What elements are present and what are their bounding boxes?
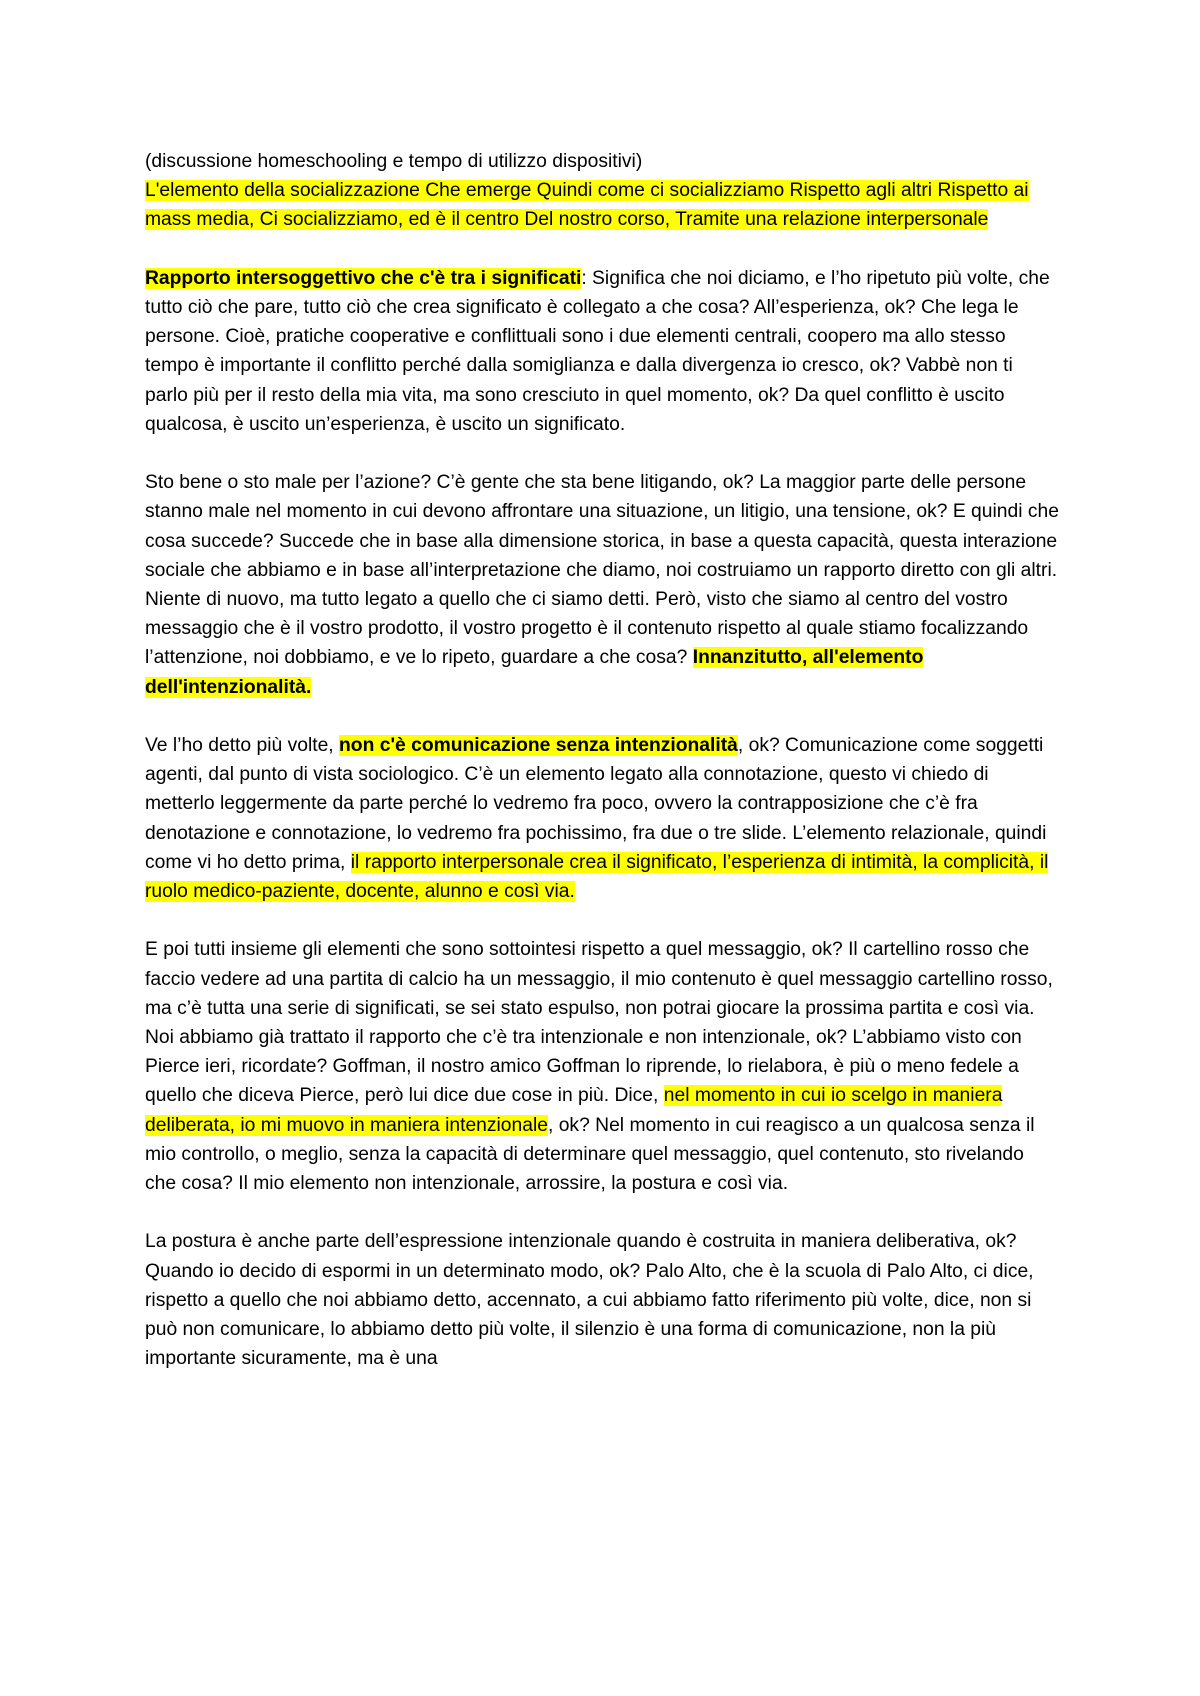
paragraph-text: Ve l’ho detto più volte, (145, 735, 334, 757)
document-heading: (discussione homeschooling e tempo di utilizzo dispositivi) (145, 151, 643, 172)
paragraph-intenzionalita (145, 731, 1060, 906)
paragraph-text: , ok? Comunicazione come soggetti agenti, dal punto di vista sociologico. C’è un elemento legato alla connotazione, questo vi chiedo di metterlo leggermente da parte perché lo vedremo fra poco, ovvero la contrapposizione che c’è fra denotazione e connotazione, lo vedremo fra pochissimo, fra due o tre slide. L’elemento relazionale, quindi come vi ho detto prima, (145, 735, 1047, 873)
paragraph-rapporto (145, 264, 1060, 439)
paragraph-text: , ok? Nel momento in cui reagisco a un qualcosa senza il mio controllo, o meglio, senza la capacità di determinare quel messaggio, quel contenuto, sto rivelando che cosa? Il mio elemento non intenzionale, arrossire, la postura e così via. (145, 1114, 1035, 1195)
highlighted-text: il rapporto interpersonale crea il significato, l’esperienza di intimità, la complicità, il ruolo medico-paziente, docente, alunno e così via. (145, 851, 1049, 903)
paragraph-spacer (145, 235, 1060, 264)
highlighted-text: L'elemento della socializzazione Che emerge Quindi come ci socializziamo Rispetto agli altri Rispetto ai mass media, Ci socializziamo, ed è il centro Del nostro corso, Tramite una relazione interpersonale (145, 180, 1029, 231)
bold-highlighted-term: Innanzitutto, all'elemento dell'intenzionalità. (145, 647, 924, 698)
paragraph-text: : Significa che noi diciamo, e l’ho ripetuto più volte, che tutto ciò che pare, tutto ciò che crea significato è collegato a che cosa? All’esperienza, ok? Che lega le persone. Cioè, pratiche cooperative e conflittuali sono i due elementi centrali, coopero ma allo stesso tempo è importante il conflitto perché dalla somiglianza e dalla divergenza io cresco, ok? Vabbè non ti parlo più per il resto della mia vita, ma sono cresciuto in quel momento, ok? Da quel conflitto è uscito qualcosa, è uscito un’esperienza, è uscito un significato. (145, 267, 1050, 435)
paragraph-text: Sto bene o sto male per l’azione? C’è gente che sta bene litigando, ok? La maggior parte delle persone stanno male nel momento in cui devono affrontare una situazione, un litigio, una tensione, ok? E quindi che cosa succede? Succede che in base alla dimensione storica, in base a questa capacità, questa interazione sociale che abbiamo e in base all’interpretazione che diamo, noi costruiamo un rapporto diretto con gli altri. Niente di nuovo, ma tutto legato a quello che ci siamo detti. Però, visto che siamo al centro del vostro messaggio che è il vostro prodotto, il vostro progetto è il contenuto rispetto al quale stiamo focalizzando l’attenzione, noi dobbiamo, e ve lo ripeto, guardare a che cosa? (145, 472, 1059, 669)
paragraph-text: E poi tutti insieme gli elementi che sono sottointesi rispetto a quel messaggio, ok? Il cartellino rosso che faccio vedere ad una partita di calcio ha un messaggio, il mio contenuto è quel messaggio cartellino rosso, ma c’è tutta una serie di significati, se sei stato espulso, non potrai giocare la prossima partita e così via. Noi abbiamo già trattato il rapporto che c’è tra intenzionale e non intenzionale, ok? L’abbiamo visto con Pierce ieri, ricordate? Goffman, il nostro amico Goffman lo riprende, lo rielabora, è più o meno fedele a quello che diceva Pierce, però lui dice due cose in più. Dice, (145, 939, 1053, 1107)
paragraph-text: La postura è anche parte dell’espressione intenzionale quando è costruita in maniera deliberativa, ok? Quando io decido di espormi in un determinato modo, ok? Palo Alto, che è la scuola di Palo Alto, ci dice, rispetto a quello che noi abbiamo detto, accennato, a cui abbiamo fatto riferimento più volte, dice, non si può non comunicare, lo abbiamo detto più volte, il silenzio è una forma di comunicazione, non la più importante sicuramente, ma è una (145, 1231, 1034, 1370)
highlighted-text: nel momento in cui io scelgo in maniera deliberata, io mi muovo in maniera intenzionale (145, 1085, 1003, 1136)
paragraph-postura (145, 1227, 1060, 1373)
paragraph-goffman (145, 935, 1060, 1198)
bold-highlighted-term: Rapporto intersoggettivo che c'è tra i significati (145, 267, 582, 289)
paragraph-intro (145, 147, 1060, 235)
bold-highlighted-term: non c'è comunicazione senza intenzionalità (339, 735, 738, 757)
paragraph-azione (145, 468, 1060, 702)
document-page (145, 147, 1060, 1403)
